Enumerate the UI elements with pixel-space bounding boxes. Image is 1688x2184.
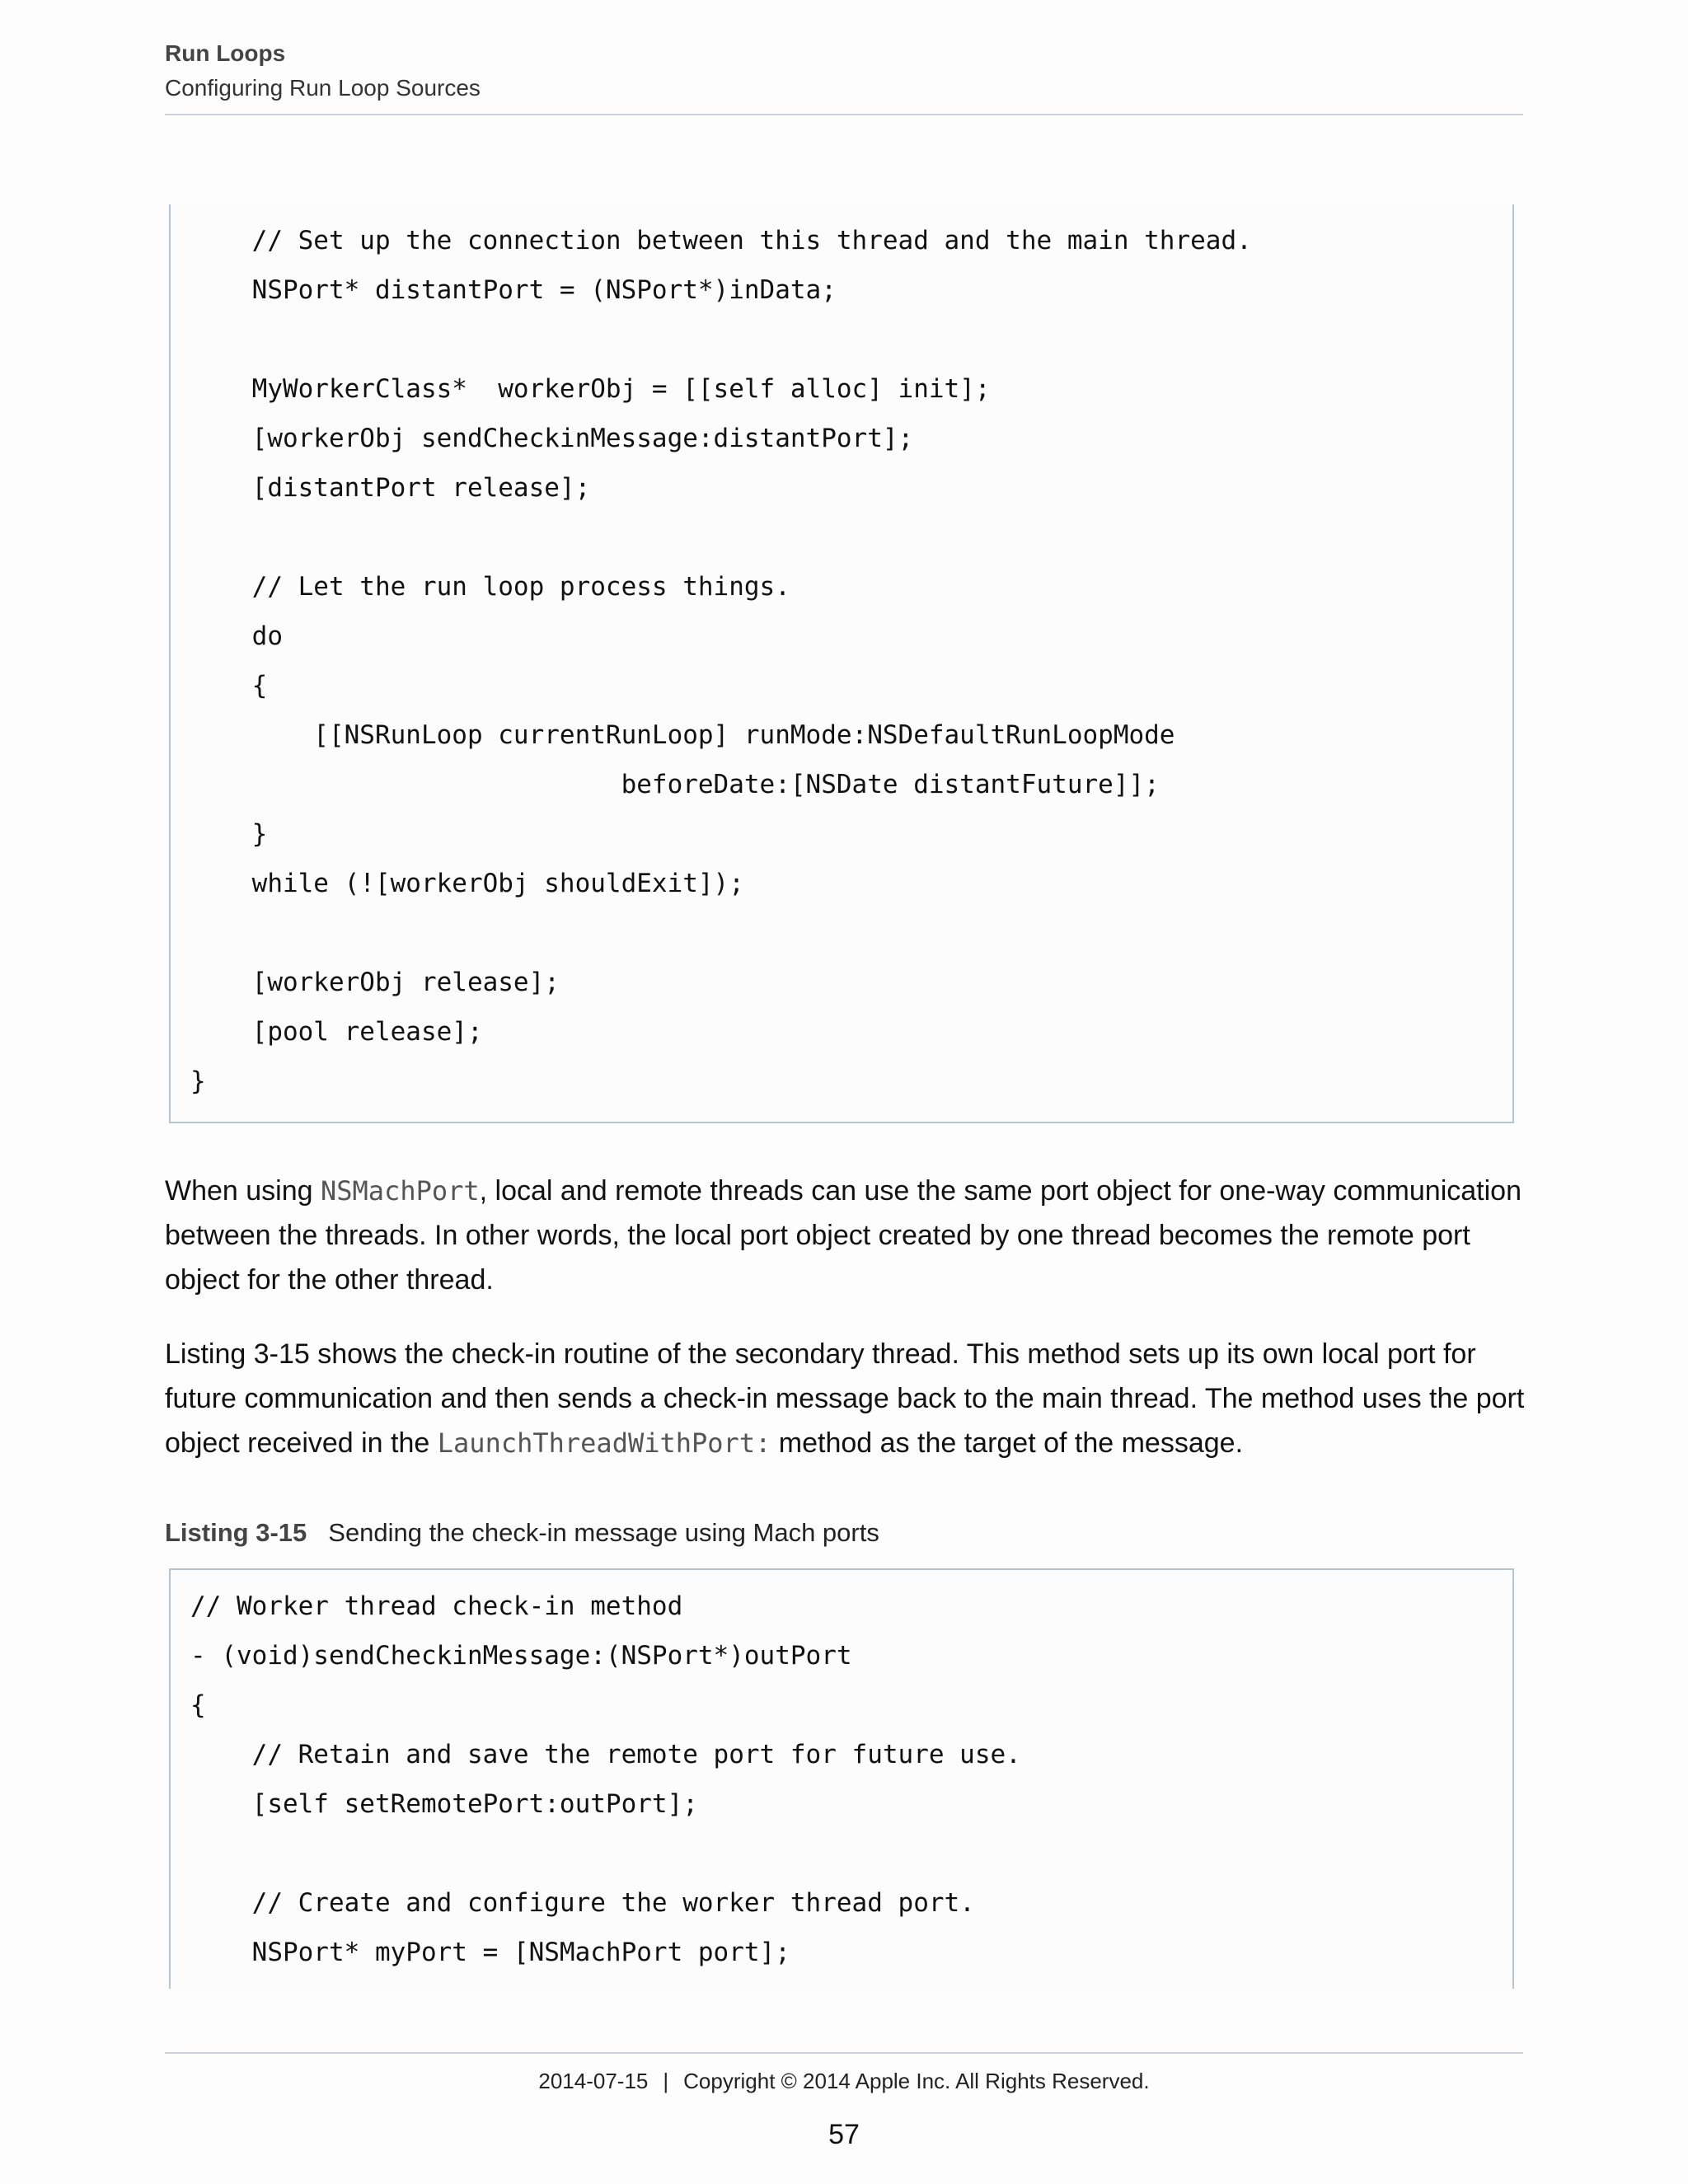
listing-title: Sending the check-in message using Mach ports	[328, 1518, 879, 1547]
footer-copyright: Copyright © 2014 Apple Inc. All Rights Reserved.	[683, 2069, 1150, 2093]
code-line: - (void)sendCheckinMessage:(NSPort*)outPort	[190, 1641, 852, 1671]
code-line: // Worker thread check-in method	[190, 1591, 683, 1621]
chapter-title: Run Loops	[165, 40, 286, 66]
footer-separator: |	[663, 2069, 669, 2093]
code-line: // Set up the connection between this thread and the main thread.	[190, 226, 1252, 255]
code-line: {	[190, 1690, 206, 1720]
code-line: }	[190, 1066, 206, 1096]
code-line: beforeDate:[NSDate distantFuture]];	[190, 770, 1160, 799]
code-line: MyWorkerClass* workerObj = [[self alloc] init];	[190, 374, 991, 404]
code-line: [distantPort release];	[190, 473, 591, 503]
footer-divider	[165, 2052, 1523, 2054]
code-line: // Create and configure the worker thread port.	[190, 1888, 975, 1918]
code-line: [workerObj release];	[190, 968, 560, 997]
paragraph-text: method as the target of the message.	[771, 1427, 1244, 1459]
section-title: Configuring Run Loop Sources	[165, 75, 481, 101]
listing-caption	[165, 1516, 879, 1549]
page-number: 57	[828, 2119, 860, 2150]
paragraph-text: Listing 3-15 shows the check-in routine of the secondary thread. This method sets up its own local port for future communication and then sends a check-in message back to the main thread. The method uses the port object received in the	[165, 1338, 1525, 1459]
footer-date: 2014-07-15	[538, 2069, 649, 2093]
code-line: // Let the run loop process things.	[190, 572, 790, 602]
paragraph-text: , local and remote threads can use the same port object for one-way communication between the threads. In other words, the local port object created by one thread becomes the remote port object for the other thread.	[165, 1175, 1522, 1296]
inline-code: LaunchThreadWithPort:	[437, 1427, 771, 1459]
code-line: {	[190, 671, 268, 701]
code-line: while (![workerObj shouldExit]);	[190, 869, 744, 898]
footer-copyright-line	[0, 2064, 1688, 2097]
code-line: }	[190, 819, 268, 849]
header-divider	[165, 114, 1523, 115]
running-header	[165, 36, 1523, 105]
code-block-continued	[169, 204, 1514, 1123]
body-paragraph	[165, 1169, 1525, 1302]
code-line: // Retain and save the remote port for future use.	[190, 1740, 1021, 1769]
code-line: NSPort* myPort = [NSMachPort port];	[190, 1938, 790, 1967]
body-paragraph	[165, 1332, 1525, 1465]
code-line: [workerObj sendCheckinMessage:distantPort];	[190, 424, 914, 453]
code-line: do	[190, 621, 283, 651]
listing-label: Listing 3-15	[165, 1518, 307, 1547]
code-line: [self setRemotePort:outPort];	[190, 1789, 698, 1819]
paragraph-text: When using	[165, 1175, 321, 1207]
code-block-listing	[169, 1568, 1514, 1989]
code-line: [[NSRunLoop currentRunLoop] runMode:NSDefaultRunLoopMode	[190, 720, 1175, 750]
inline-code: NSMachPort	[321, 1175, 480, 1207]
code-line: [pool release];	[190, 1017, 483, 1047]
code-line: NSPort* distantPort = (NSPort*)inData;	[190, 275, 837, 305]
